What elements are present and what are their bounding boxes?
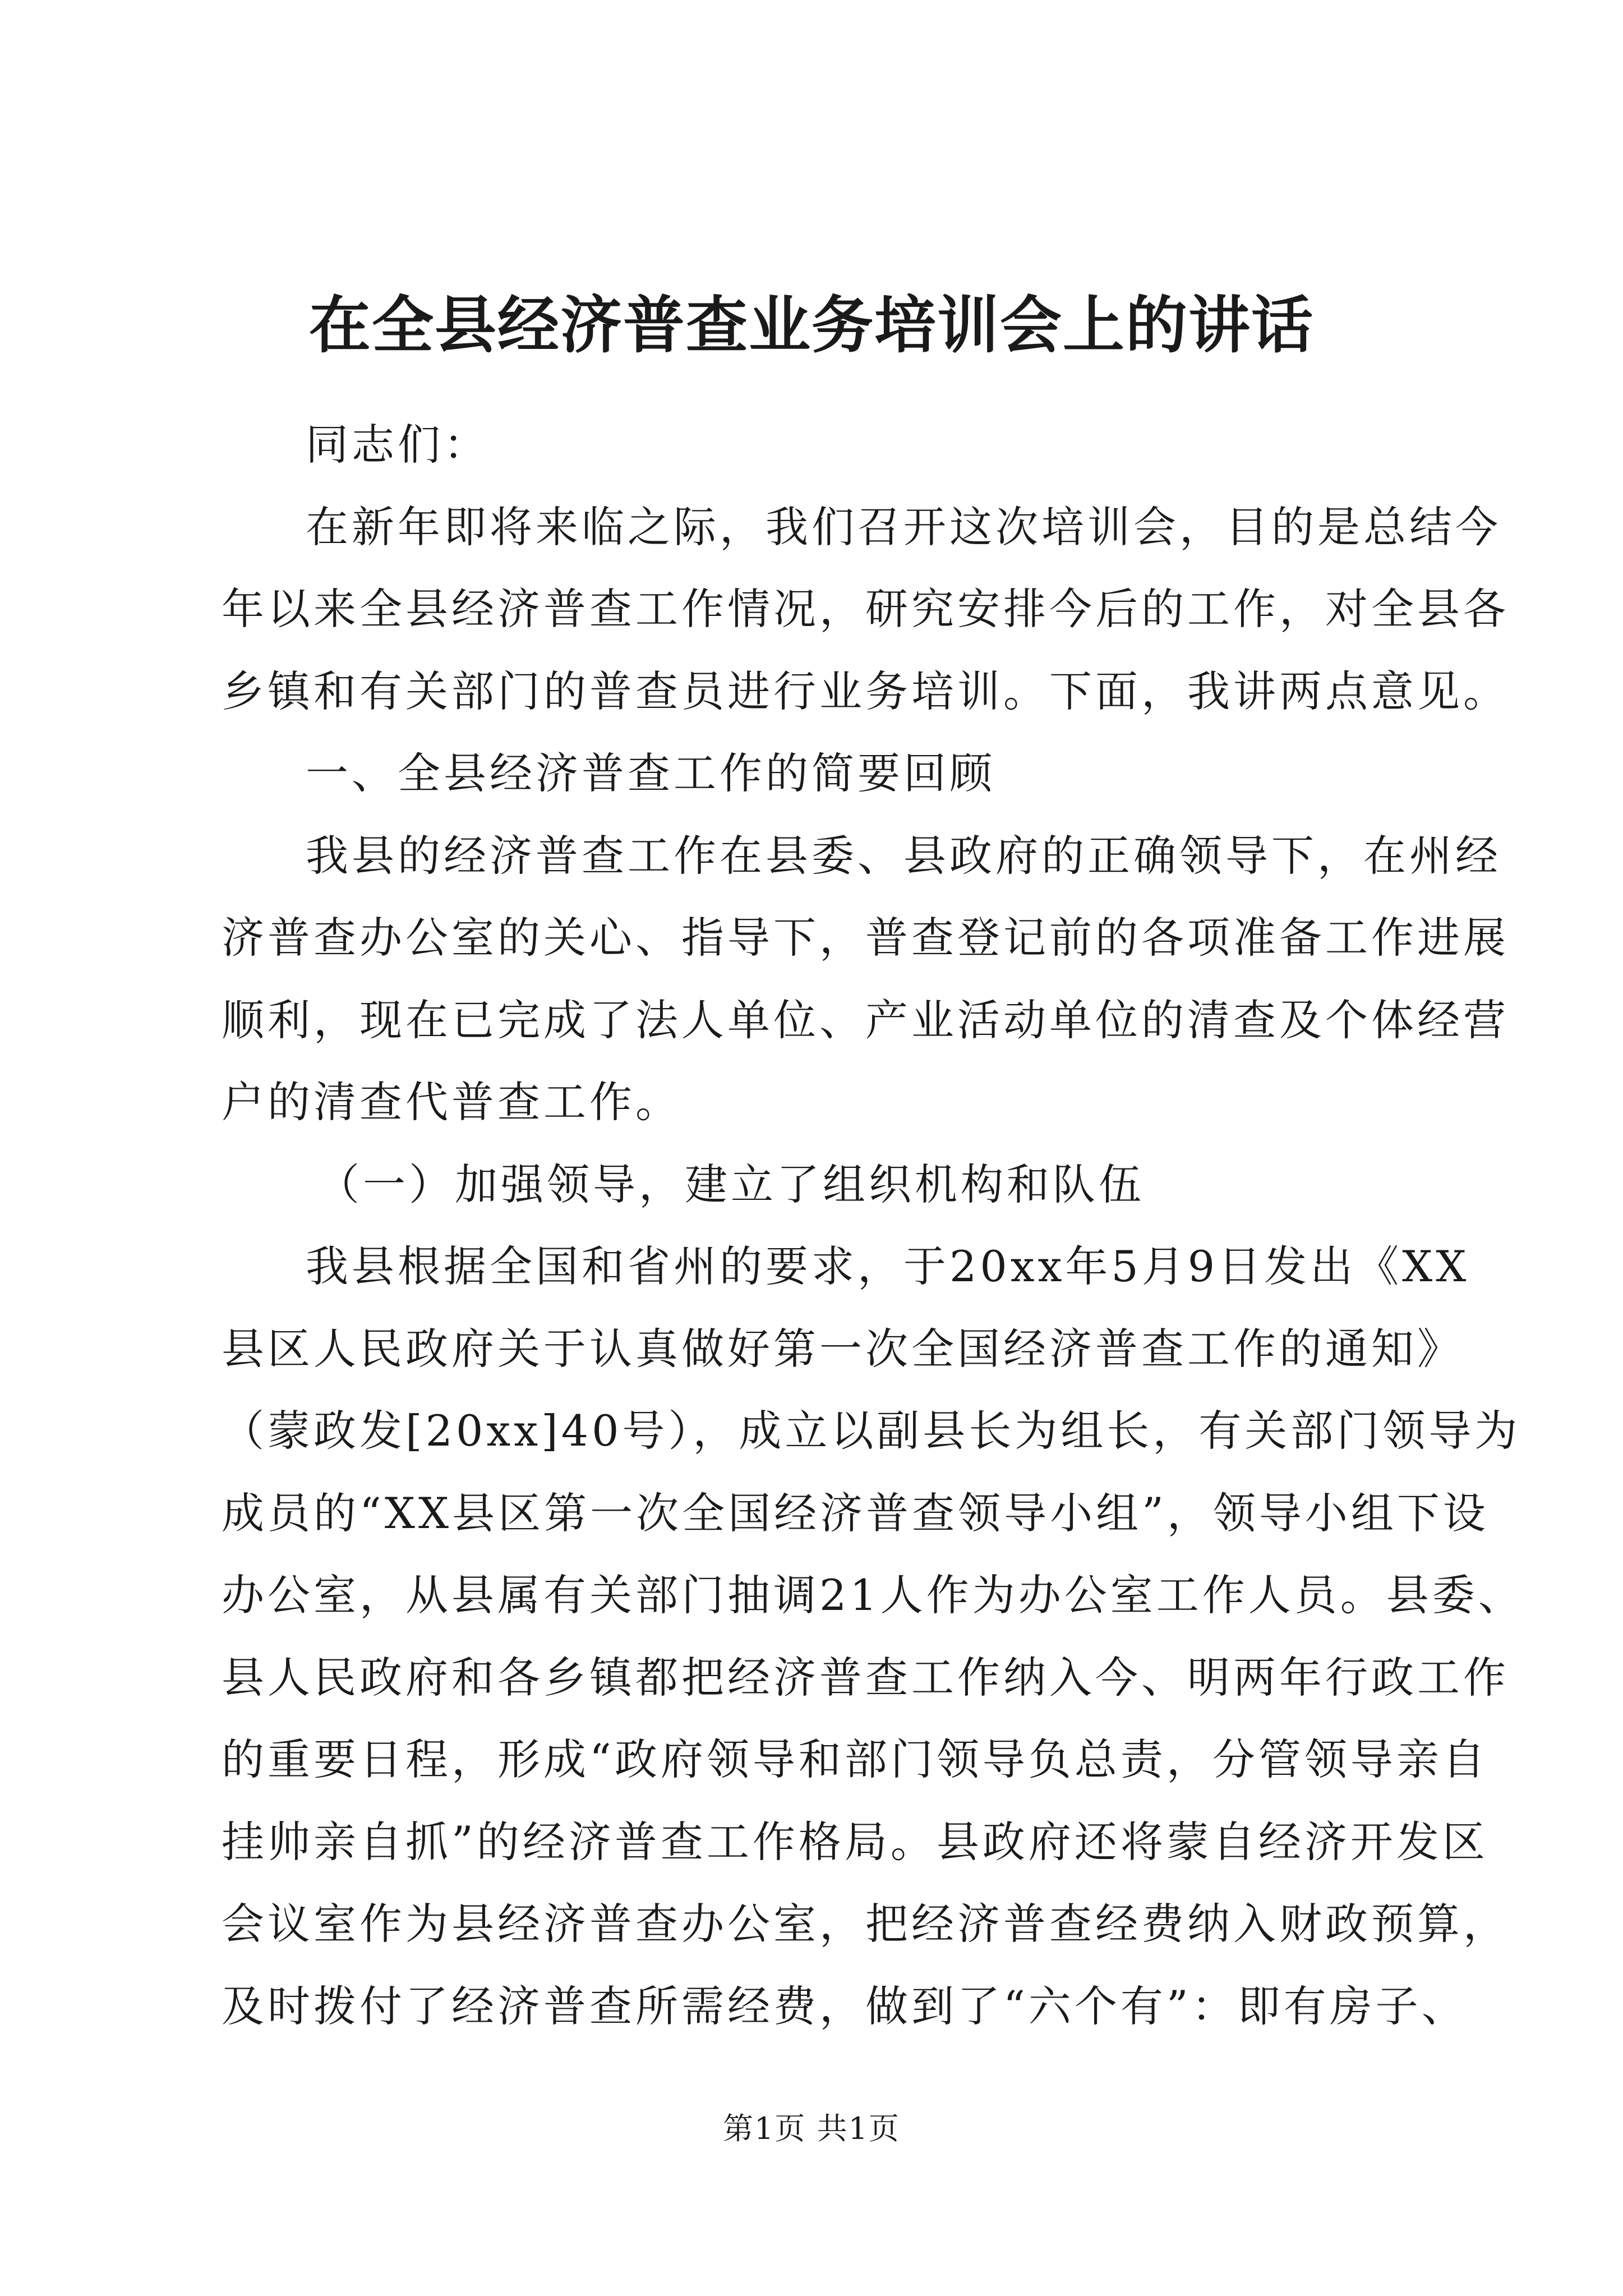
page-title: 在全县经济普查业务培训会上的讲话 (309, 289, 1314, 361)
paragraph-line: 我县根据全国和省州的要求，于20xx年5月9日发出《XX (306, 1241, 1470, 1291)
paragraph-line: （蒙政发[20xx]40号），成立以副县长为组长，有关部门领导为 (222, 1406, 1521, 1456)
paragraph-line: 会议室作为县经济普查办公室，把经济普查经费纳入财政预算， (222, 1899, 1509, 1949)
paragraph-line: 办公室，从县属有关部门抽调21人作为办公室工作人员。县委、 (222, 1570, 1524, 1620)
paragraph-line: 在新年即将来临之际，我们召开这次培训会，目的是总结今 (306, 501, 1501, 552)
subsection-heading: （一）加强领导，建立了组织机构和队伍 (317, 1159, 1145, 1209)
paragraph-line: 济普查办公室的关心、指导下，普查登记前的各项准备工作进展 (222, 913, 1509, 963)
paragraph-line: 的重要日程，形成“政府领导和部门领导负总责，分管领导亲自 (222, 1734, 1488, 1784)
section-heading: 一、全县经济普查工作的简要回顾 (306, 748, 995, 798)
paragraph-line: 户的清查代普查工作。 (222, 1077, 681, 1127)
paragraph-line: 县人民政府和各乡镇都把经济普查工作纳入今、明两年行政工作 (222, 1652, 1509, 1703)
paragraph-line: 挂帅亲自抓”的经济普查工作格局。县政府还将蒙自经济开发区 (222, 1816, 1488, 1867)
paragraph-line: 顺利，现在已完成了法人单位、产业活动单位的清查及个体经营 (222, 995, 1509, 1045)
paragraph-line: 县区人民政府关于认真做好第一次全国经济普查工作的通知》 (222, 1323, 1463, 1374)
salutation: 同志们： (306, 420, 490, 470)
paragraph-line: 成员的“XX县区第一次全国经济普查领导小组”，领导小组下设 (222, 1488, 1489, 1538)
page-footer: 第1页 共1页 (723, 2111, 900, 2146)
paragraph-line: 年以来全县经济普查工作情况，研究安排今后的工作，对全县各 (222, 584, 1509, 634)
paragraph-line: 乡镇和有关部门的普查员进行业务培训。下面，我讲两点意见。 (222, 666, 1509, 716)
document-body (222, 404, 1524, 2047)
paragraph-line: 我县的经济普查工作在县委、县政府的正确领导下，在州经 (306, 830, 1501, 881)
paragraph-line: 及时拨付了经济普查所需经费，做到了“六个有”：即有房子、 (222, 1981, 1468, 2031)
